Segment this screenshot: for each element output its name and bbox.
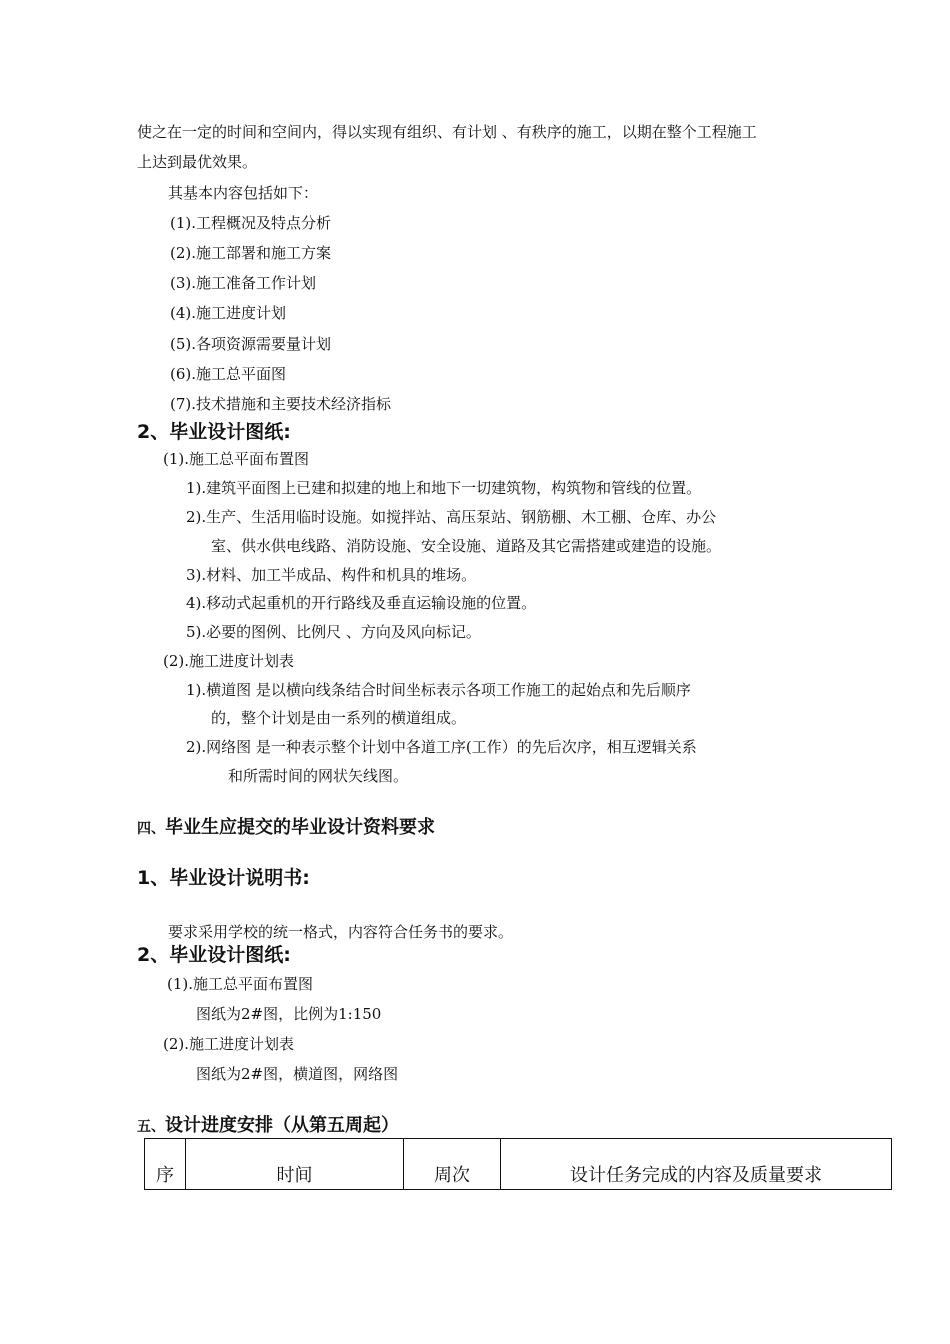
intro-line-2: 上达到最优效果。	[137, 153, 258, 171]
submission-sub-1: (1).施工总平面布置图	[167, 975, 314, 993]
drawings-heading: 2、毕业设计图纸:	[137, 421, 291, 443]
drawings-item: 1).横道图 是以横向线条结合时间坐标表示各项工作施工的起始点和先后顺序	[186, 681, 691, 699]
section-4-title: 毕业生应提交的毕业设计资料要求	[165, 817, 435, 838]
drawings-item: 3).材料、加工半成品、构件和机具的堆场。	[186, 566, 477, 584]
drawings-item-continued: 的，整个计划是由一系列的横道组成。	[211, 709, 467, 727]
section-5-heading	[137, 1114, 399, 1139]
section-5-title: 设计进度安排（从第五周起）	[165, 1115, 399, 1136]
intro-lead: 其基本内容包括如下：	[168, 184, 319, 202]
intro-item: (6).施工总平面图	[170, 365, 287, 383]
intro-item: (4).施工进度计划	[170, 304, 287, 322]
drawings-item: 2).生产、生活用临时设施。如搅拌站、高压泵站、钢筋棚、木工棚、仓库、办公	[186, 508, 717, 526]
spec-paragraph: 要求采用学校的统一格式，内容符合任务书的要求。	[168, 923, 514, 941]
submission-sub-2: (2).施工进度计划表	[163, 1035, 295, 1053]
intro-item: (3).施工准备工作计划	[170, 274, 317, 292]
section-4-heading	[137, 816, 435, 841]
section-5-number: 五、	[137, 1119, 165, 1135]
section-4-number: 四、	[137, 821, 165, 837]
table-header-cell: 序	[145, 1139, 186, 1190]
drawings-item: 2).网络图 是一种表示整个计划中各道工序(工作）的先后次序，相互逻辑关系	[186, 738, 697, 756]
spec-heading: 1、毕业设计说明书:	[137, 867, 310, 889]
drawings-item-continued: 室、供水供电线路、消防设施、安全设施、道路及其它需搭建或建造的设施。	[211, 537, 722, 555]
table-header-cell: 时间	[186, 1139, 404, 1190]
schedule-table	[144, 1138, 892, 1190]
drawings-item: 4).移动式起重机的开行路线及垂直运输设施的位置。	[186, 594, 537, 612]
intro-item: (5).各项资源需要量计划	[170, 335, 332, 353]
intro-item: (2).施工部署和施工方案	[170, 244, 332, 262]
intro-item: (7).技术措施和主要技术经济指标	[170, 395, 392, 413]
submission-detail-1: 图纸为2#图，比例为1:150	[196, 1005, 382, 1023]
table-header-cell: 周次	[404, 1139, 501, 1190]
intro-item: (1).工程概况及特点分析	[170, 214, 332, 232]
table-header-row	[145, 1139, 892, 1190]
drawings-heading-2: 2、毕业设计图纸:	[137, 944, 291, 966]
drawings-item-continued: 和所需时间的网状矢线图。	[228, 767, 409, 785]
drawings-item: 5).必要的图例、比例尺 、方向及风向标记。	[186, 623, 481, 641]
drawings-sub-2: (2).施工进度计划表	[163, 652, 295, 670]
submission-detail-2: 图纸为2#图，横道图，网络图	[196, 1065, 399, 1083]
table-header-cell: 设计任务完成的内容及质量要求	[501, 1139, 892, 1190]
drawings-item: 1).建筑平面图上已建和拟建的地上和地下一切建筑物，构筑物和管线的位置。	[186, 479, 702, 497]
intro-line-1: 使之在一定的时间和空间内，得以实现有组织、有计划 、有秩序的施工，以期在整个工程施工	[137, 123, 757, 141]
drawings-sub-1: (1).施工总平面布置图	[163, 450, 310, 468]
